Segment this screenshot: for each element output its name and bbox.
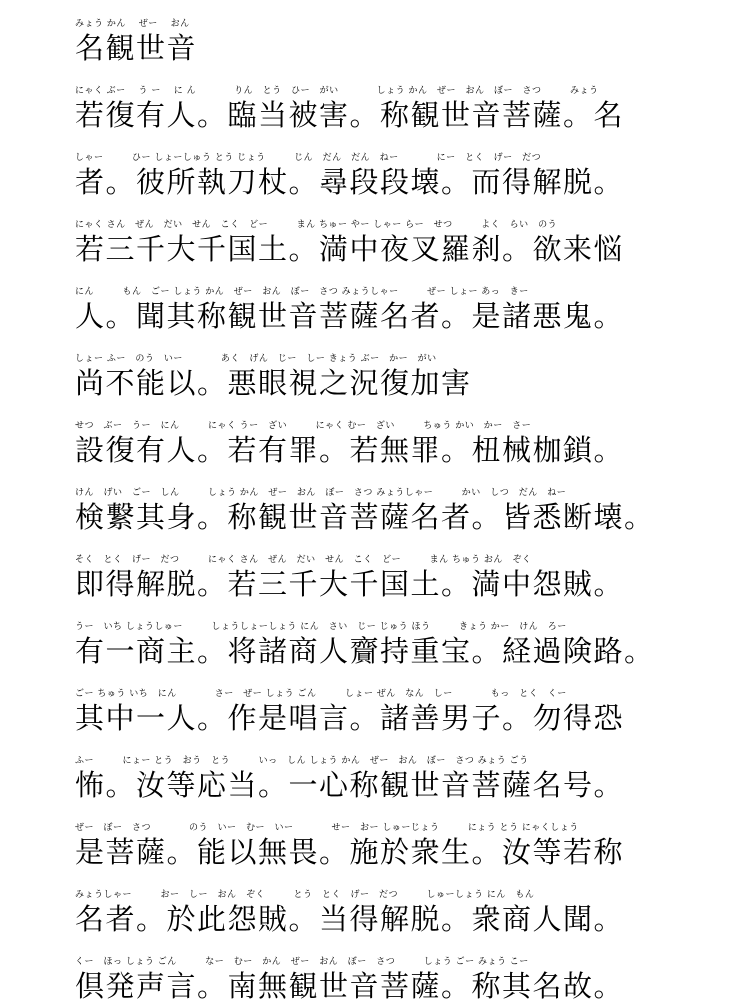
furigana-line: にゃく さん ぜん だい せん こく どー まん ちゅー やー しゃー らー せつ よく らい のう	[75, 220, 558, 230]
sutra-text: 若三千大千国土。満中夜叉羅刹。欲来悩	[75, 232, 625, 266]
sutra-line	[75, 353, 744, 401]
furigana-line: しゃー ひー しょーしゅう とう じょう じん だん だん ねー にー とく げー だつ	[75, 153, 542, 163]
furigana-line: けん げい ごー しん しょう かん ぜー おん ぼー さつ みょうしゃー かい しつ だん ねー	[75, 488, 567, 498]
sutra-text: 者。彼所執刀杖。尋段段壊。而得解脱。	[75, 165, 625, 199]
sutra-text: 怖。汝等応当。一心称観世音菩薩名号。	[75, 768, 625, 802]
sutra-text: 若復有人。臨当被害。称観世音菩薩。名	[75, 98, 625, 132]
furigana-line: にん もん ごー しょう かん ぜー おん ぼー さつ みょうしゃー ぜー しょー あっ きー	[75, 287, 529, 297]
sutra-text: 設復有人。若有罪。若無罪。杻械枷鎖。	[75, 433, 625, 467]
sutra-text: 尚不能以。悪眼視之況復加害	[75, 366, 472, 400]
furigana-line: そく とく げー だつ にゃく さん ぜん だい せん こく どー まん ちゅう おん ぞく	[75, 555, 532, 565]
sutra-line	[75, 18, 744, 66]
furigana-line: ふー にょー とう おう とう いっ しん しょう かん ぜー おん ぼー さつ みょう ごう	[75, 756, 529, 766]
sutra-line	[75, 420, 744, 468]
sutra-text: 其中一人。作是唱言。諸善男子。勿得恐	[75, 701, 625, 735]
sutra-line	[75, 889, 744, 937]
furigana-line: しょー ふー のう いー あく げん じー しー きょう ぶー かー がい	[75, 354, 437, 364]
sutra-line	[75, 85, 744, 133]
sutra-line	[75, 822, 744, 870]
sutra-line	[75, 755, 744, 803]
sutra-text: 即得解脱。若三千大千国土。満中怨賊。	[75, 567, 625, 601]
sutra-line	[75, 219, 744, 267]
sutra-text: 名観世音	[75, 31, 198, 65]
furigana-line: うー いち しょうしゅー しょうしょーしょう にん さい じー じゅう ほう きょう かー けん ろー	[75, 622, 567, 632]
sutra-line	[75, 554, 744, 602]
furigana-line: くー ほっ しょう ごん なー むー かん ぜー おん ぼー さつ しょう ごー みょう こー	[75, 957, 529, 967]
sutra-line	[75, 956, 744, 1004]
furigana-line: にゃく ぶー う ー に ん りん とう ひー がい しょう かん ぜー おん ぼー さつ みょう	[75, 86, 599, 96]
furigana-line: みょうしゃー おー しー おん ぞく とう とく げー だつ しゅーしょう にん もん	[75, 890, 535, 900]
furigana-line: みょう かん ぜー おん	[75, 19, 190, 29]
sutra-text: 倶発声言。南無観世音菩薩。称其名故。	[75, 969, 625, 1003]
furigana-line: ぜー ぼー さつ のう いー むー いー せー おー しゅーじょう にょう とう にゃくしょう	[75, 823, 579, 833]
sutra-line	[75, 487, 744, 535]
sutra-text: 人。聞其称観世音菩薩名者。是諸悪鬼。	[75, 299, 625, 333]
sutra-text: 有一商主。将諸商人齎持重宝。経過険路。	[75, 634, 655, 668]
sutra-text: 検繋其身。称観世音菩薩名者。皆悉断壊。	[75, 500, 655, 534]
sutra-text: 是菩薩。能以無畏。施於衆生。汝等若称	[75, 835, 625, 869]
furigana-line: ごー ちゅう いち にん さー ぜー しょう ごん しょー ぜん なん しー もっ とく くー	[75, 689, 567, 699]
sutra-line	[75, 152, 744, 200]
sutra-line	[75, 621, 744, 669]
sutra-line	[75, 286, 744, 334]
sutra-line	[75, 688, 744, 736]
furigana-line: せつ ぶー うー にん にゃく うー ざい にゃく むー ざい ちゅう かい かー さー	[75, 421, 532, 431]
sutra-text: 名者。於此怨賊。当得解脱。衆商人聞。	[75, 902, 625, 936]
